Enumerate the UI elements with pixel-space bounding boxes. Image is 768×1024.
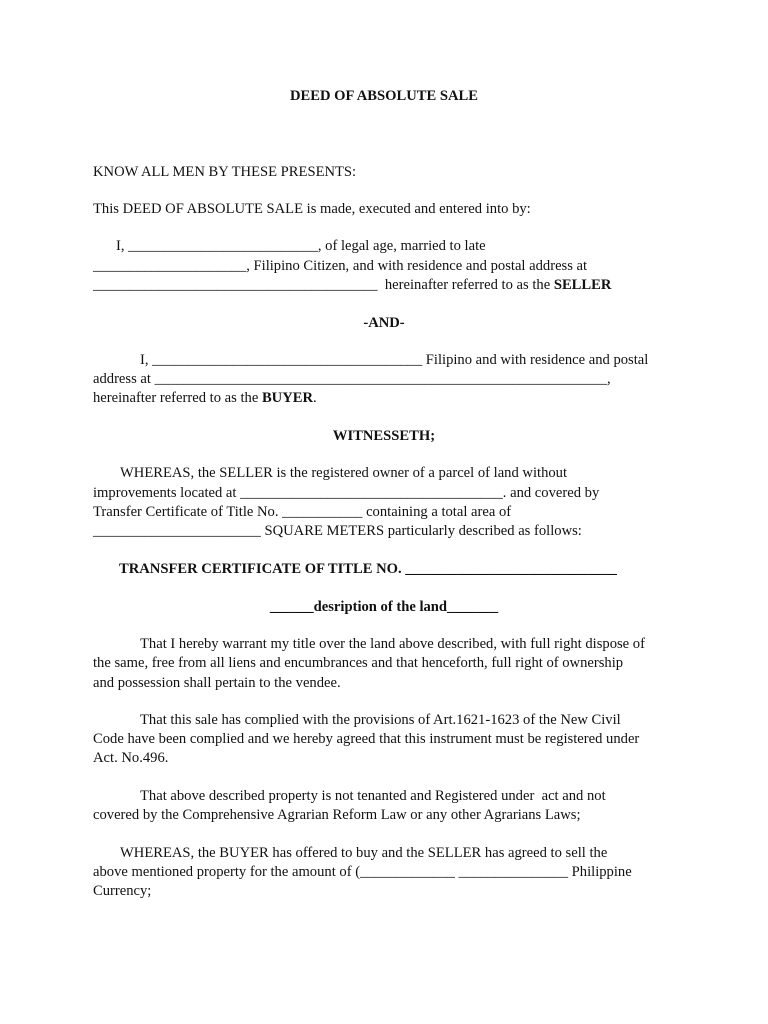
whereas1-line-2: improvements located at ____________________________________. and covered by [93, 485, 600, 501]
complied-line-1: That this sale has complied with the provisions of Art.1621-1623 of the New Civil [140, 712, 621, 728]
tenanted-line-1: That above described property is not tenanted and Registered under act and not [140, 788, 606, 804]
warrant-line-1: That I hereby warrant my title over the land above described, with full right dispose of [140, 636, 645, 652]
intro-line: This DEED OF ABSOLUTE SALE is made, executed and entered into by: [93, 201, 531, 217]
whereas1-line-4: _______________________ SQUARE METERS particularly described as follows: [93, 523, 582, 539]
seller-line-1: I, __________________________, of legal age, married to late [116, 238, 486, 254]
land-description: ______desription of the land_______ [269, 599, 499, 615]
seller-line-3 [93, 276, 611, 295]
and-label: -AND- [363, 315, 405, 331]
seller-label: SELLER [553, 277, 612, 293]
buyer-line-3-text: hereinafter referred to as the [93, 390, 262, 406]
warrant-line-3: and possession shall pertain to the vendee. [93, 675, 341, 691]
whereas2-line-2: above mentioned property for the amount of (_____________ _______________ Philippine [93, 864, 632, 880]
warrant-line-2: the same, free from all liens and encumbrances and that henceforth, full right of ownership [93, 655, 624, 671]
document-title: DEED OF ABSOLUTE SALE [289, 88, 478, 104]
buyer-line-3-end: . [313, 390, 317, 406]
witnesseth-heading: WITNESSETH; [332, 428, 436, 444]
buyer-label: BUYER [261, 390, 314, 406]
whereas1-line-1: WHEREAS, the SELLER is the registered owner of a parcel of land without [120, 465, 568, 481]
complied-line-2: Code have been complied and we hereby agreed that this instrument must be registered under [93, 731, 640, 747]
buyer-line-2: address at ______________________________________________________________, [93, 371, 611, 387]
tct-heading: TRANSFER CERTIFICATE OF TITLE NO. _____________________________ [119, 561, 617, 577]
seller-line-2: _____________________, Filipino Citizen, and with residence and postal address at [93, 258, 588, 274]
seller-line-3-text: _______________________________________ hereinafter referred to as the [93, 277, 554, 293]
whereas2-line-1: WHEREAS, the BUYER has offered to buy and the SELLER has agreed to sell the [120, 845, 608, 861]
complied-line-3: Act. No.496. [93, 750, 169, 766]
tenanted-line-2: covered by the Comprehensive Agrarian Reform Law or any other Agrarians Laws; [93, 807, 581, 823]
whereas1-line-3: Transfer Certificate of Title No. ___________ containing a total area of [93, 504, 512, 520]
whereas2-line-3: Currency; [93, 883, 152, 899]
know-all-line: KNOW ALL MEN BY THESE PRESENTS: [93, 164, 357, 180]
buyer-line-1: I, _____________________________________ Filipino and with residence and postal [140, 352, 649, 368]
buyer-line-3 [93, 389, 317, 408]
